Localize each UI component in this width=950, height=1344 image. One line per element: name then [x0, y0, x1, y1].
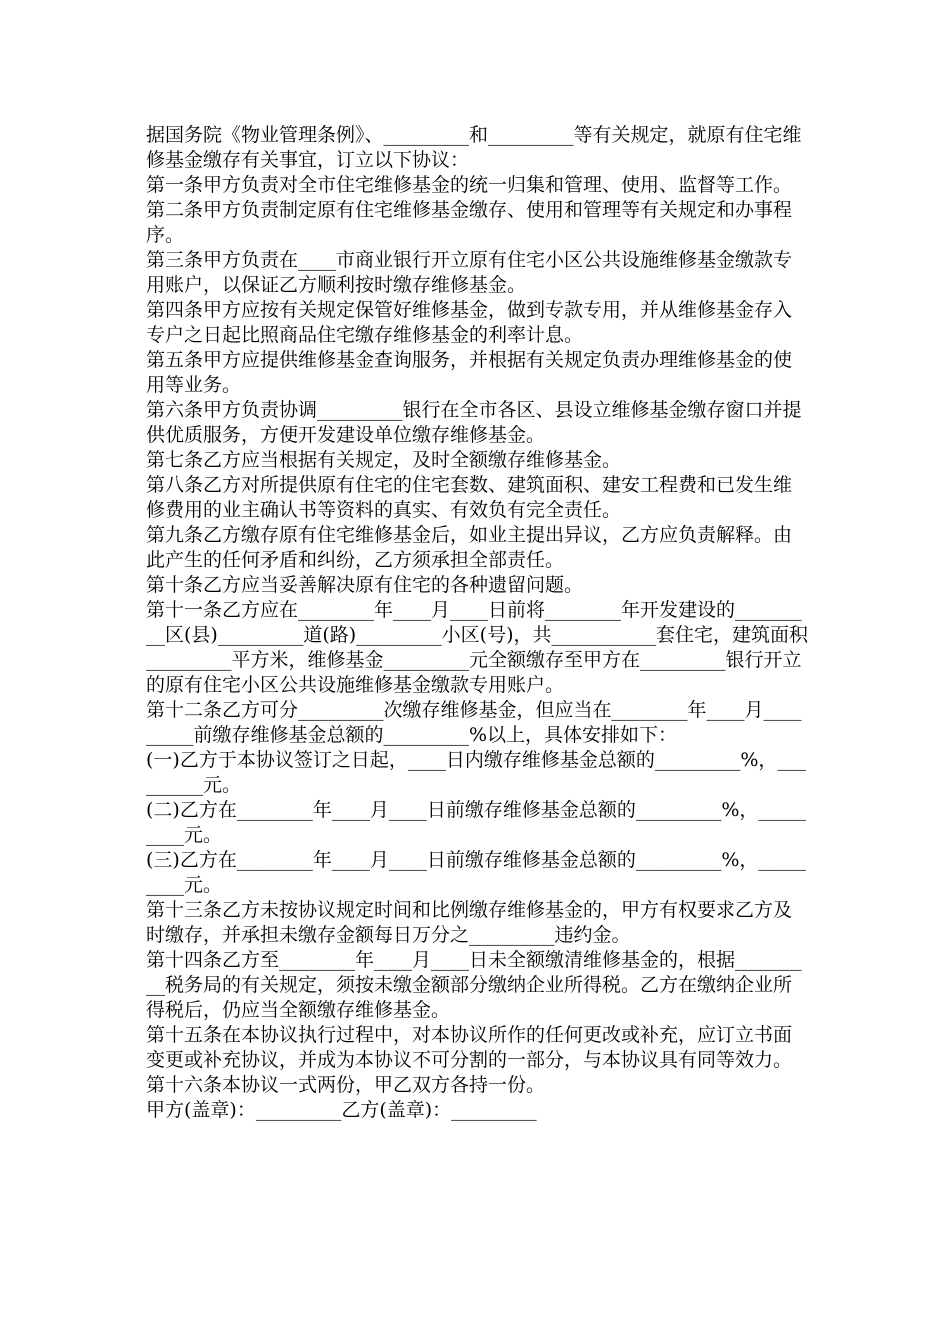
article-10: 第十条乙方应当妥善解决原有住宅的各种遗留问题。 [146, 574, 584, 596]
article-5: 第五条甲方应提供维修基金查询服务，并根据有关规定负责办理维修基金的使用等业务。 [146, 349, 793, 396]
article-4: 第四条甲方应按有关规定保管好维修基金，做到专款专用，并从维修基金存入专户之日起比照商品住宅缴存维修基金的利率计息。 [146, 299, 793, 346]
article-15: 第十五条在本协议执行过程中，对本协议所作的任何更改或补充，应订立书面变更或补充协议，并成为本协议不可分割的一部分，与本协议具有同等效力。 [146, 1024, 793, 1071]
article-2: 第二条甲方负责制定原有住宅维修基金缴存、使用和管理等有关规定和办事程序。 [146, 199, 793, 246]
article-12-item-2: (二)乙方在________年____月____日前缴存维修基金总额的_________%，_________元。 [146, 799, 806, 846]
article-11: 第十一条乙方应在________年____月____日前将________年开发建设的_________区(县)_________道(路)_________小区(号)，共___________套住宅，建筑面积_________平方米，维修基金_________元全额缴存至甲方在_________银行开立的原有住宅小区公共设施维修基金缴款专用账户。 [146, 599, 808, 696]
article-7: 第七条乙方应当根据有关规定，及时全额缴存维修基金。 [146, 449, 622, 471]
signature-line: 甲方(盖章)：_________乙方(盖章)：_________ [146, 1099, 537, 1121]
article-12-item-3: (三)乙方在________年____月____日前缴存维修基金总额的_________%，_________元。 [146, 849, 806, 896]
article-12-item-1: (一)乙方于本协议签订之日起，____日内缴存维修基金总额的_________%，_________元。 [146, 749, 806, 796]
preamble-paragraph: 据国务院《物业管理条例》、_________和_________等有关规定，就原有住宅维修基金缴存有关事宜，订立以下协议： [146, 124, 802, 171]
article-16: 第十六条本协议一式两份，甲乙双方各持一份。 [146, 1074, 546, 1096]
article-14: 第十四条乙方至________年____月____日未全额缴清维修基金的，根据_________税务局的有关规定，须按未缴金额部分缴纳企业所得税。乙方在缴纳企业所得税后，仍应当全额缴存维修基金。 [146, 949, 802, 1021]
article-8: 第八条乙方对所提供原有住宅的住宅套数、建筑面积、建安工程费和已发生维修费用的业主确认书等资料的真实、有效负有完全责任。 [146, 474, 793, 521]
article-6: 第六条甲方负责协调_________银行在全市各区、县设立维修基金缴存窗口并提供优质服务，方便开发建设单位缴存维修基金。 [146, 399, 802, 446]
article-13: 第十三条乙方未按协议规定时间和比例缴存维修基金的，甲方有权要求乙方及时缴存，并承担未缴存金额每日万分之_________违约金。 [146, 899, 793, 946]
article-3: 第三条甲方负责在____市商业银行开立原有住宅小区公共设施维修基金缴款专用账户，以保证乙方顺利按时缴存维修基金。 [146, 249, 793, 296]
article-1: 第一条甲方负责对全市住宅维修基金的统一归集和管理、使用、监督等工作。 [146, 174, 793, 196]
article-9: 第九条乙方缴存原有住宅维修基金后，如业主提出异议，乙方应负责解释。由此产生的任何矛盾和纠纷，乙方须承担全部责任。 [146, 524, 793, 571]
article-12: 第十二条乙方可分_________次缴存维修基金，但应当在________年____月_________前缴存维修基金总额的_________%以上，具体安排如下： [146, 699, 802, 746]
agreement-document [146, 123, 810, 1123]
